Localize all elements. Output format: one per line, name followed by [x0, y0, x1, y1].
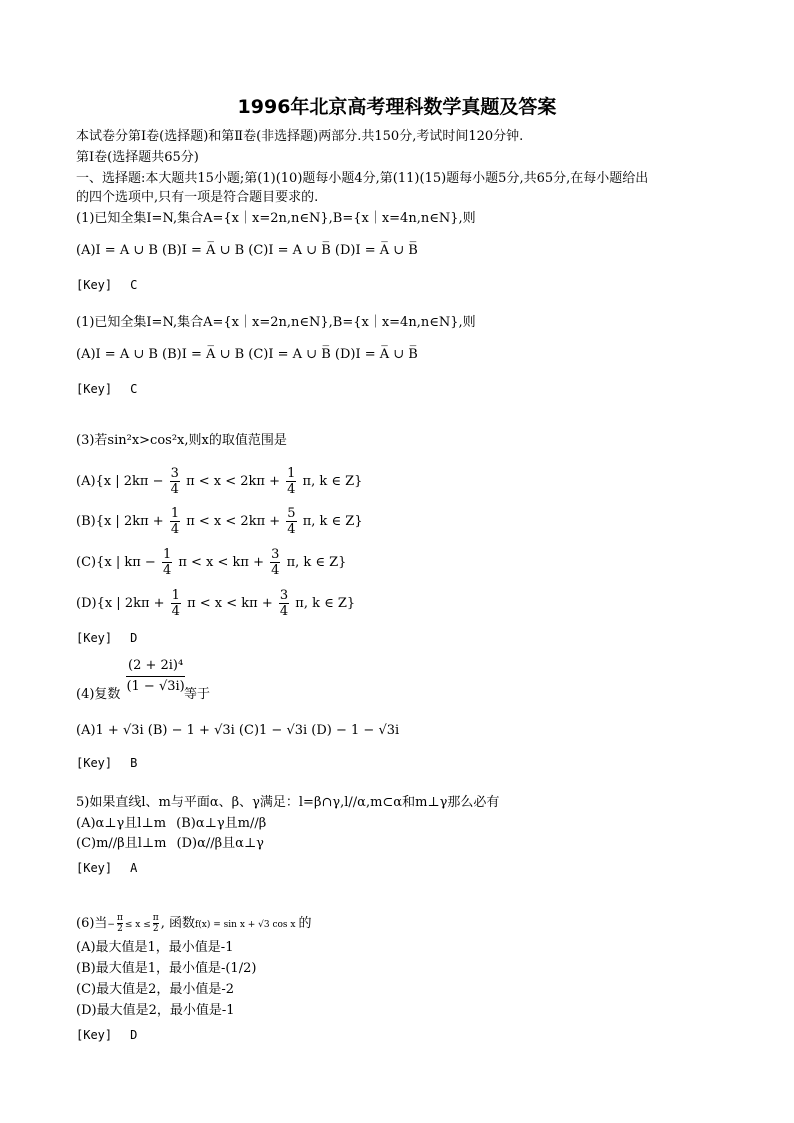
frac-den: 4 [287, 482, 296, 497]
option-text: (A){x | 2kπ − [76, 474, 164, 489]
q3-option-b [76, 506, 363, 537]
fraction [286, 506, 296, 537]
key-label: [Key] [76, 631, 113, 645]
key-value: C [130, 278, 138, 292]
q1-stem: (1)已知全集I=N,集合A={x｜x=2n,n∈N},B={x｜x=4n,n∈N},则 [76, 211, 476, 226]
fraction [286, 466, 296, 497]
q3-stem: (3)若sin²x>cos²x,则x的取值范围是 [76, 433, 287, 448]
q4-stem-post: 等于 [184, 687, 211, 702]
frac-den: 4 [271, 563, 280, 578]
option-text: (C){x | kπ − [76, 555, 156, 570]
q4-options: (A)1 + √3i (B) − 1 + √3i (C)1 − √3i (D) − 1 − √3i [76, 723, 400, 738]
frac-num: 1 [170, 506, 180, 521]
frac-den: 4 [162, 563, 172, 578]
key-value: B [130, 756, 138, 770]
option-b: (B)α⊥γ且m//β [176, 816, 267, 831]
intro-line-3: 一、选择题:本大题共15小题;第(1)(10)题每小题4分,第(11)(15)题每小题5分,共65分,在每小题给出 [76, 171, 649, 186]
option-text: π, k ∈ Z} [302, 474, 363, 489]
q3-option-d [76, 588, 355, 619]
q1-key [76, 276, 137, 294]
key-label: [Key] [76, 861, 113, 875]
intro-line-1: 本试卷分第Ⅰ卷(选择题)和第Ⅱ卷(非选择题)两部分.共150分,考试时间120分钟. [76, 129, 524, 144]
q6-key [76, 1026, 137, 1044]
option-text: π, k ∈ Z} [286, 555, 347, 570]
stem-text: ≤ x ≤ [124, 920, 151, 930]
option-text: (D){x | 2kπ + [76, 596, 165, 611]
key-label: [Key] [76, 756, 113, 770]
option-d: (D)α//β且α⊥γ [176, 836, 264, 851]
q5-key [76, 859, 137, 877]
key-label: [Key] [76, 1028, 113, 1042]
option-text: π < x < kπ + [178, 555, 264, 570]
frac-num: 3 [170, 466, 179, 481]
fraction [117, 913, 123, 934]
fraction [170, 506, 180, 537]
key-label: [Key] [76, 278, 113, 292]
frac-num: (2 + 2i)⁴ [126, 656, 185, 677]
intro-line-2: 第Ⅰ卷(选择题共65分) [76, 150, 199, 165]
frac-num: 3 [279, 588, 289, 603]
q5-options-ab [76, 815, 266, 833]
stem-text: (6)当 [76, 916, 108, 931]
frac-num: π [152, 913, 159, 923]
stem-text: − [107, 920, 115, 930]
q2-stem: (1)已知全集I=N,集合A={x｜x=2n,n∈N},B={x｜x=4n,n∈N},则 [76, 315, 476, 330]
frac-den: 4 [170, 522, 180, 537]
q1-options: (A)I = A ∪ B (B)I = A̅ ∪ B (C)I = A ∪ B̅ (D)I = A̅ ∪ B̅ [76, 243, 418, 258]
frac-num: 1 [162, 547, 172, 562]
q3-option-c [76, 547, 346, 578]
q3-key [76, 629, 137, 647]
frac-num: 1 [287, 466, 296, 481]
option-text: π < x < 2kπ + [186, 474, 280, 489]
q6-option-c: (C)最大值是2，最小值是-2 [76, 982, 235, 997]
frac-den: (1 − √3i) [126, 679, 185, 694]
q6-option-b: (B)最大值是1，最小值是-(1/2) [76, 961, 257, 976]
frac-den: 4 [279, 604, 289, 619]
option-text: π, k ∈ Z} [295, 596, 356, 611]
fraction [171, 588, 181, 619]
stem-text: 的 [298, 916, 312, 931]
q5-options-cd [76, 835, 264, 853]
intro-line-4: 的四个选项中,只有一项是符合题目要求的. [76, 190, 319, 205]
q2-key [76, 380, 137, 398]
fraction [153, 913, 159, 934]
option-text: π < x < 2kπ + [186, 514, 281, 529]
fraction [279, 588, 289, 619]
frac-den: 4 [171, 604, 180, 619]
frac-num: 1 [171, 588, 180, 603]
option-c: (C)m//β且l⊥m [76, 836, 167, 851]
key-value: C [130, 382, 138, 396]
q6-option-a: (A)最大值是1，最小值是-1 [76, 940, 234, 955]
q2-options: (A)I = A ∪ B (B)I = A̅ ∪ B (C)I = A ∪ B̅ (D)I = A̅ ∪ B̅ [76, 347, 418, 362]
q6-stem [76, 913, 312, 934]
key-value: D [130, 1028, 138, 1042]
option-a: (A)α⊥γ且l⊥m [76, 816, 167, 831]
frac-num: π [116, 913, 123, 923]
q3-option-a [76, 466, 362, 497]
frac-den: 4 [170, 482, 179, 497]
q6-option-d: (D)最大值是2，最小值是-1 [76, 1003, 235, 1018]
frac-num: 5 [287, 506, 296, 521]
q4-stem-pre: (4)复数 [76, 687, 121, 702]
frac-den: 2 [117, 924, 123, 934]
key-value: D [130, 631, 138, 645]
frac-den: 2 [152, 924, 159, 934]
function-expression: f(x) = sin x + √3 cos x [194, 920, 296, 930]
option-text: π < x < kπ + [187, 596, 273, 611]
q4-key [76, 754, 137, 772]
frac-den: 4 [287, 522, 296, 537]
q5-stem: 5)如果直线l、m与平面α、β、γ满足：l=β∩γ,l//α,m⊂α和m⊥γ那么必有 [76, 795, 500, 810]
key-value: A [130, 861, 138, 875]
fraction [270, 547, 280, 578]
option-text: π, k ∈ Z} [302, 514, 363, 529]
option-text: (B){x | 2kπ + [76, 514, 164, 529]
stem-text: , 函数 [160, 916, 195, 931]
key-label: [Key] [76, 382, 113, 396]
document-title: 1996年北京高考理科数学真题及答案 [237, 96, 557, 118]
frac-num: 3 [271, 547, 280, 562]
fraction [162, 547, 172, 578]
fraction [170, 466, 180, 497]
q4-fraction [126, 656, 185, 697]
